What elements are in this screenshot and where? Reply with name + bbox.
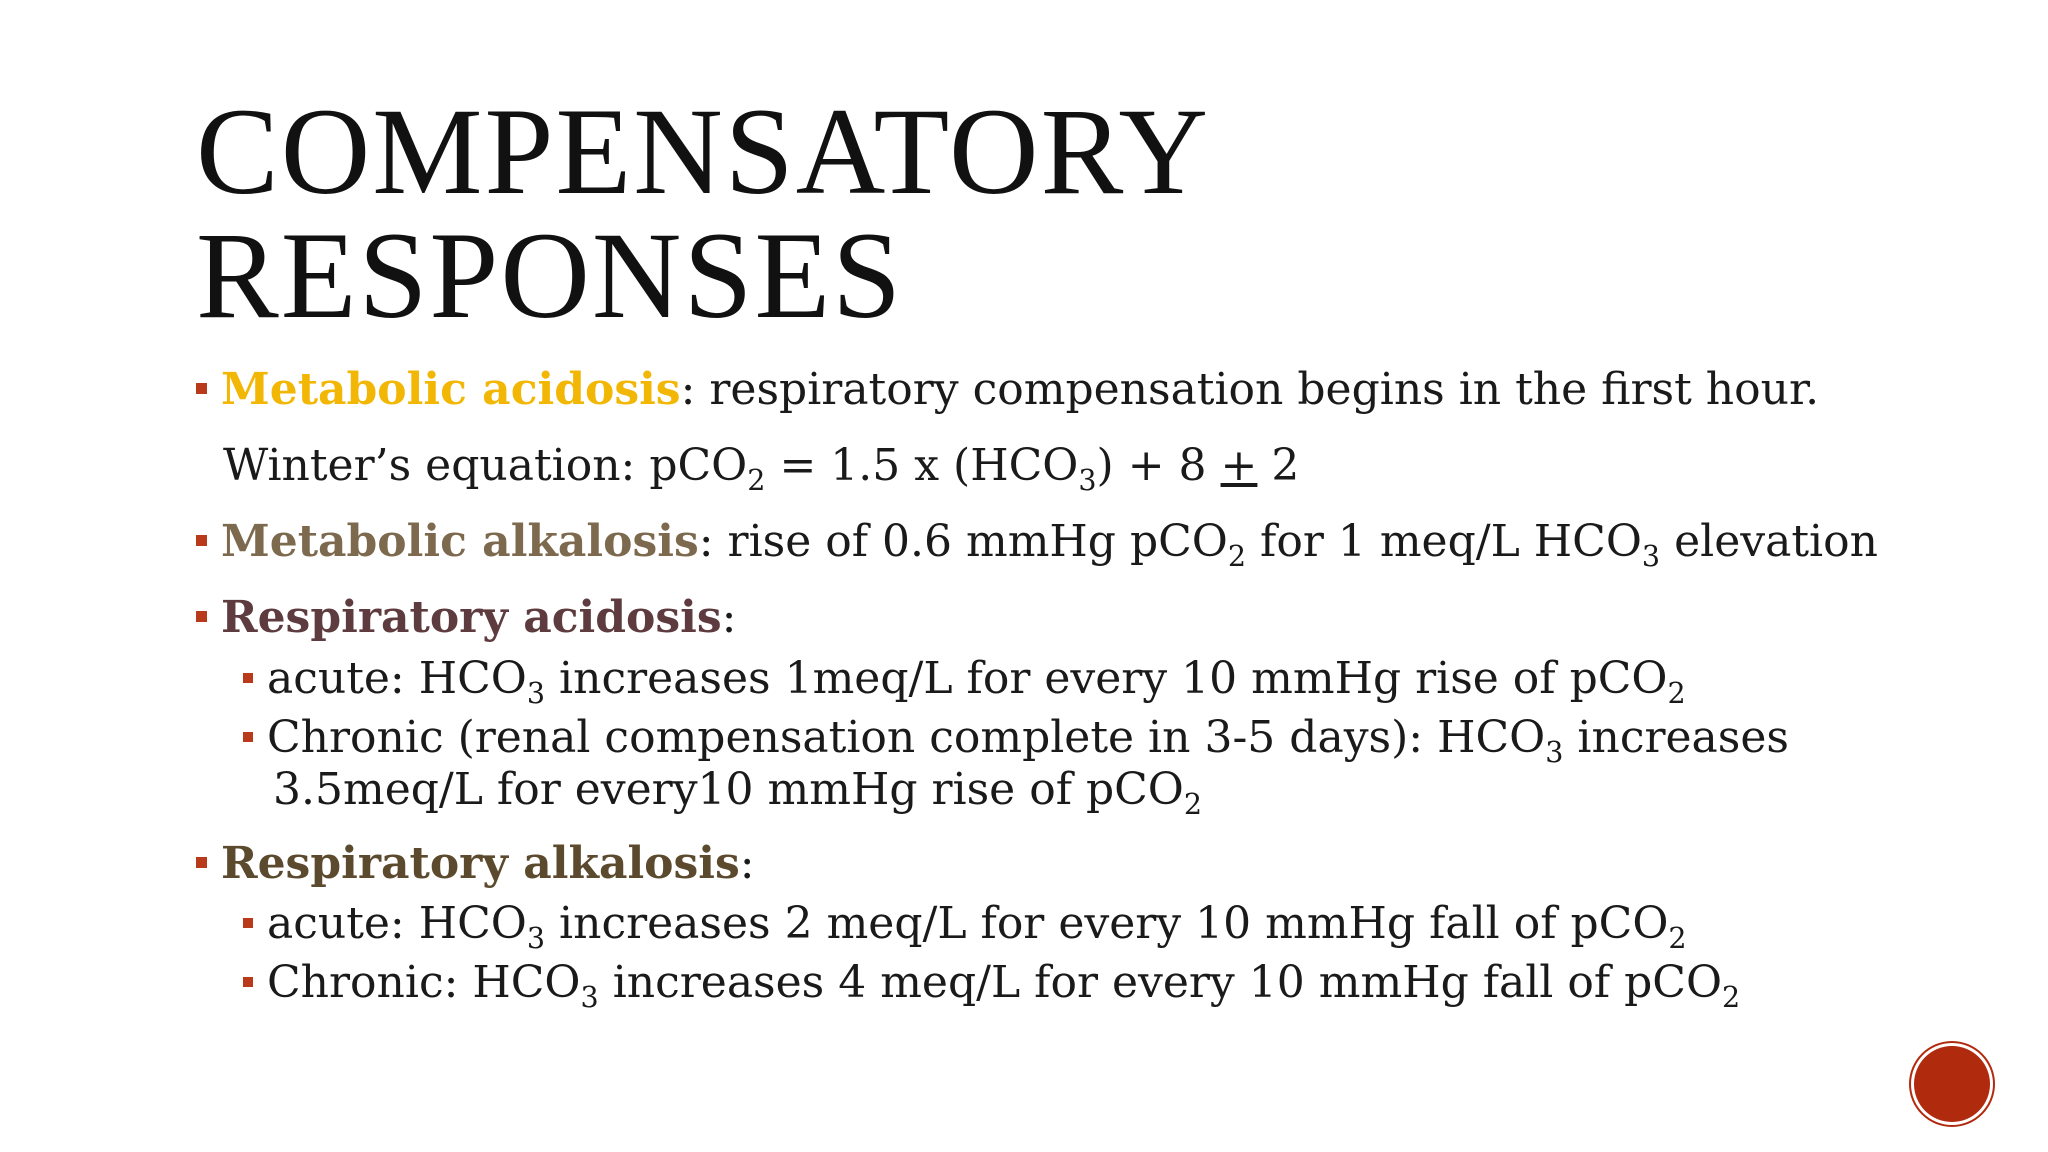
resp-alk-chronic-text-1: Chronic: HCO	[267, 957, 581, 1008]
term-respiratory-acidosis: Respiratory acidosis	[221, 592, 722, 643]
resp-acid-chronic-line-2	[273, 764, 1203, 821]
winters-sub-2: 3	[1078, 463, 1097, 497]
metabolic-alkalosis-text-1: : rise of 0.6 mmHg pCO	[698, 516, 1228, 567]
term-respiratory-alkalosis: Respiratory alkalosis	[221, 838, 740, 889]
respiratory-acidosis-colon: :	[721, 592, 737, 643]
winters-end: 2	[1257, 440, 1300, 491]
winters-prefix: Winter’s equation: pCO	[223, 440, 748, 491]
square-bullet-icon	[196, 611, 207, 622]
resp-alk-chronic-sub-2: 2	[1722, 980, 1741, 1014]
square-bullet-icon	[243, 673, 253, 683]
corner-circle-icon	[1914, 1046, 1990, 1122]
resp-alk-acute-sub-2: 2	[1668, 921, 1687, 955]
sub-bullet-resp-alkalosis-acute	[243, 898, 1687, 955]
square-bullet-icon	[243, 977, 253, 987]
metabolic-alkalosis-sub-2: 3	[1641, 539, 1661, 573]
resp-alk-acute-text-1: acute: HCO	[267, 898, 527, 949]
resp-alk-chronic-text-2: increases 4 meq/L for every 10 mmHg fall of pCO	[598, 957, 1723, 1008]
bullet-metabolic-acidosis	[196, 364, 1819, 416]
resp-alk-acute-text-2: increases 2 meq/L for every 10 mmHg fall of pCO	[545, 898, 1669, 949]
square-bullet-icon	[243, 918, 253, 928]
resp-acid-chronic-line-2-sub: 2	[1183, 787, 1203, 821]
resp-acid-acute-text-1: acute: HCO	[267, 653, 527, 704]
resp-acid-acute-sub-2: 2	[1667, 676, 1686, 710]
title-line-2: RESPONSES	[196, 207, 904, 344]
bullet-metabolic-alkalosis	[196, 516, 1878, 573]
resp-acid-chronic-sub-1: 3	[1545, 735, 1564, 769]
sub-bullet-resp-alkalosis-chronic	[243, 957, 1741, 1014]
square-bullet-icon	[196, 857, 207, 868]
metabolic-alkalosis-sub-1: 2	[1227, 539, 1247, 573]
square-bullet-icon	[196, 535, 207, 546]
metabolic-alkalosis-text-2: for 1 meq/L HCO	[1246, 516, 1642, 567]
winters-mid: = 1.5 x (HCO	[765, 440, 1079, 491]
bullet-respiratory-acidosis	[196, 592, 736, 644]
term-metabolic-alkalosis: Metabolic alkalosis	[221, 516, 699, 567]
resp-alk-chronic-sub-1: 3	[580, 980, 599, 1014]
resp-acid-chronic-text-2: increases	[1563, 712, 1789, 763]
respiratory-alkalosis-colon: :	[739, 838, 755, 889]
metabolic-alkalosis-text-3: elevation	[1660, 516, 1878, 567]
square-bullet-icon	[196, 383, 207, 394]
resp-acid-chronic-text-1: Chronic (renal compensation complete in 3-5 days): HCO	[267, 712, 1546, 763]
metabolic-acidosis-text: : respiratory compensation begins in the first hour.	[680, 364, 1820, 415]
winters-equation	[223, 440, 1300, 497]
resp-alk-acute-sub-1: 3	[526, 921, 546, 955]
title-line-1: COMPENSATORY	[196, 83, 1211, 220]
winters-plus-minus: +	[1220, 440, 1258, 491]
winters-sub-1: 2	[747, 463, 766, 497]
sub-bullet-resp-acidosis-chronic	[243, 712, 1789, 769]
resp-acid-chronic-line-2-text: 3.5meq/L for every10 mmHg rise of pCO	[273, 764, 1184, 815]
bullet-respiratory-alkalosis	[196, 838, 755, 890]
resp-acid-acute-text-2: increases 1meq/L for every 10 mmHg rise of pCO	[545, 653, 1668, 704]
square-bullet-icon	[243, 732, 253, 742]
winters-after: ) + 8	[1096, 440, 1221, 491]
term-metabolic-acidosis: Metabolic acidosis	[221, 364, 681, 415]
sub-bullet-resp-acidosis-acute	[243, 653, 1686, 710]
resp-acid-acute-sub-1: 3	[526, 676, 546, 710]
slide-title	[196, 83, 1211, 344]
